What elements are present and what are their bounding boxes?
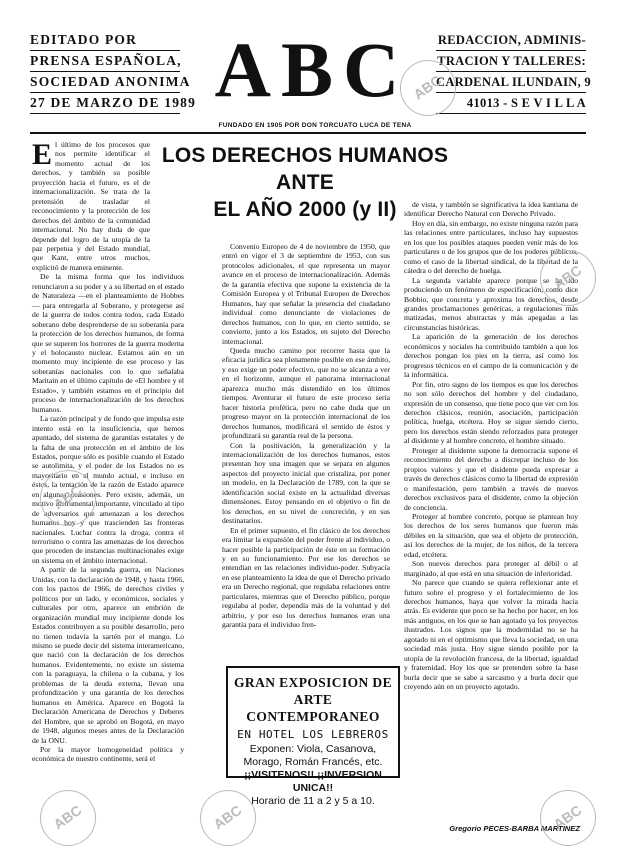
- headline-line-1: LOS DERECHOS HUMANOS ANTE: [161, 144, 449, 194]
- newspaper-logo: ABC: [214, 26, 410, 113]
- article-column-2: [222, 242, 390, 630]
- paragraph: Proteger al disidente supone la democracia supone el reconocimiento del derecho a discrepar incluso de los propios valores y que el disidente pueda expresar a través de derechos clásicos como la libertad de expresión o manifestación, pero también a través de nuevos derechos exclusivos para el disidente, como la objeción de conciencia.: [404, 445, 578, 512]
- abc-watermark-stamp: ABC: [29, 779, 107, 857]
- masthead-right-line: REDACCION, ADMINIS-: [436, 30, 586, 51]
- advert-title-1: GRAN EXPOSICION DE: [234, 675, 392, 690]
- masthead-right-line: TRACION Y TALLERES:: [436, 51, 586, 72]
- paragraph: de vista, y también se significativa la idea kantiana de identificar Derecho Natural con Derecho Privado.: [404, 200, 578, 219]
- paragraph: Proteger al hombre concreto, porque se plantean hoy los derechos de los seres humanos que fueron más débiles en la situación, que sea el objeto de protección, así los derechos de la mujer, de los niños, de la tercera edad, etcétera.: [404, 511, 578, 559]
- article-column-3: [404, 140, 578, 692]
- paragraph: La segunda variable aparece porque se ha ido produciendo un fenómeno de especificación, como dice Bobbio, que concreta y aproxima los derechos, desde grandes proclamaciones genéricas, a regulaciones más matizadas, menos abstractas y más apegadas a las circunstancias históricas.: [404, 275, 578, 332]
- headline-line-2: EL AÑO 2000 (y II): [213, 198, 397, 221]
- masthead-right: [436, 30, 591, 114]
- paragraph: Convenio Europeo de 4 de noviembre de 1950, que entró en vigor el 3 de septiembre de 1953, con sus protocolos adicionales, el que representa un mayor avance en el proceso de internacionalización. Además de la garantía efectiva que supone la existencia de la Comisión Europea y el Tribunal Europeo de Derechos Humanos, hay que señalar la presencia del ciudadano individual como denunciante de violaciones de derechos humanos, con lo que, en cierto sentido, se convierte, junto a los Estados, en sujeto del Derecho internacional.: [222, 242, 390, 346]
- paragraph: La aparición de la generación de los derechos económicos y sociales ha contribuido también a que los derechos pongan los pies en la tierra, así como los progresos técnicos en el campo de la comunicación y de la informática.: [404, 332, 578, 380]
- masthead-left: [30, 30, 197, 114]
- masthead-date: 27 DE MARZO DE 1989: [30, 93, 180, 114]
- advert-hours: Horario de 11 a 2 y 5 a 10.: [251, 795, 375, 807]
- abc-watermark-stamp: ABC: [389, 49, 467, 127]
- paragraph: En el primer supuesto, el fin clásico de los derechos era limitar la expansión del poder frente al individuo, o hacer posible la participación de éste en su formación y en su funcionamiento. Por ese los derechos se entendían en las relaciones individuo-poder. Subyacía en ese planteamiento la idea de que el Derecho privado era un Derecho regional, que regulaba relaciones entre particulares, mientras que el Derecho público, porque regulaba al poder, dependía más de la voluntad y del arbitrio, y por eso los derechos humanos eran una garantía para el individuo fren-: [222, 525, 390, 630]
- paragraph: Queda mucho camino por recorrer hasta que la eficacia jurídica sea plenamente posible en ese ámbito, y eso exige un poder efectivo, que no se alcanza a ver en el horizonte, aunque el panorama internacional aparezca mucho más distendido en los últimos tiempos. Aventurar el futuro de este proceso sería hacer historia profética, pero no cabe duda que un progreso mayor en la protección internacional de los derechos humanos, modificará el sentido de éstos y profundizará su garantía real de la persona.: [222, 345, 390, 441]
- advert-slogan: ¡¡VISITENOS!! ¡¡INVERSION UNICA!!: [244, 769, 382, 794]
- paragraph: Son nuevos derechos para proteger al débil o al marginado, al que está en una situación de inferioridad.: [404, 559, 578, 578]
- masthead-left-line: SOCIEDAD ANONIMA: [30, 72, 180, 93]
- founded-line: FUNDADO EN 1905 POR DON TORCUATO LUCA DE TENA: [218, 122, 412, 129]
- paragraph: La razón principal y de fondo que impulsa este intento está en la insuficiencia, que hemos apuntado, del sistema de garantías estatales y de la falta de una protección en el ámbito de los Estados, porque sólo es posible cuando el Estado se autolimita, y el poder de los Estados no es mayoritario en el mundo actual, e incluso en éstos, la tentación de la razón de Estado aparece en algunas ocasiones. Pero existe, además, un motivo instrumental importante, vinculado al tipo de adversarios que amenazan a los derechos humanos hoy y que trascienden las fronteras nacionales. Luchar contra la droga, contra el terrorismo o contra las amenazas de los derechos que proceden de instancias multinacionales exige un sistema en el ámbito internacional.: [32, 414, 184, 565]
- drop-cap: E: [32, 138, 53, 171]
- masthead-right-line: CARDENAL ILUNDAIN, 9: [436, 72, 586, 93]
- author-signature: Gregorio PECES-BARBA MARTINEZ: [449, 824, 580, 833]
- advert-venue: EN HOTEL LOS LEBREROS: [237, 728, 389, 741]
- paragraph: Por la mayor homogeneidad política y económica de nuestro continente, será el: [32, 745, 184, 764]
- exhibition-advert: [226, 666, 400, 807]
- paragraph: l último de los procesos que nos permite identificar el momento actual de los derechos, y también su posible proyección hacia el futuro, es el de internacionalización. Se trata de la pretensión de trasladar el reconocimiento y la protección de los derechos del ámbito de la comunidad internacional. No hay duda de que depende del logro de la utopía de la paz perpetua y del Estado mundial, que Kant, entre otros muchos, explicitó de manera eminente.: [32, 140, 150, 272]
- paragraph: Con la positivación, la generalización y la internacionalización de los derechos humanos, estos presentan hoy una imagen que se separa en algunos aspectos del proyecto inicial que cristaliza, por poner un modelo, en la Declaración de 1789, con la que se identificación social existe en la actualidad diversas dimensiones. Estoy pensando en el objetivo o fin de los derechos, en su nivel de concreción, y en sus destinatarios.: [222, 440, 390, 526]
- paragraph: A partir de la segunda guerra, en Naciones Unidas, con la declaración de 1948, y hasta 1966, con los pactos de 1966, de derechos civiles y políticos por un lado, y económicos, sociales y culturales por otro, aparece un embrión de organización mundial muy incipiente donde los Estados contribuyen a su posible desarrollo, pero no tienen todavía la sartén por el mango. Lo mismo se puede decir del sistema interamericano, que nació con la declaración de los derechos humanos. Evidentemente, no existe un sistema con la paraguaya, la chilena o la cubana, y los problemas de la deuda externa, llevan una profundización y una garantía de los derechos humanos en América. Aparece en Bogotá la Declaración Americana de Derechos y Deberes del Hombre, que se aprobó en Bogotá, en mayo de 1948, algunos meses antes de la Declaración de la ONU.: [32, 565, 184, 745]
- masthead: [30, 26, 591, 129]
- masthead-left-line: PRENSA ESPAÑOLA,: [30, 51, 180, 72]
- abc-watermark-stamp: ABC: [189, 779, 267, 857]
- advert-artists: Exponen: Viola, Casanova,: [249, 743, 377, 755]
- paragraph: No parece que cuando se quiera reflexionar ante el futuro sobre el progreso y el fortalecimiento de los derechos humanos, haya que volver la mirada hacia atrás. Es evidente que poco se ha hecho por hacer, en los más antiguos, en los que se han agotado ya los proyectos ilustrados. Los signos que la modernidad no se ha agotado ni en el optimismo que lleva la sociedad, en una sociedad más justa. Hoy sigue siendo posible por la utopía de la revolución francesa, de la libertad, igualdad y fraternidad. Hoy los que se pretenden sobre la base burla decir que se sabe a sarcasmo y a burla decir que creyendo aún en un proyecto agotado.: [404, 578, 578, 692]
- article-column-1: [32, 140, 184, 764]
- abc-watermark-stamp: ABC: [529, 779, 607, 857]
- advert-title-2: ARTE CONTEMPORANEO: [246, 692, 380, 724]
- masthead-rule: [30, 132, 586, 134]
- paragraph: Por fin, otro signo de los tiempos es que los derechos no son sólo derechos del hombre y del ciudadano, expresión de un consenso, que tiene poco que ver con los derechos clásicos, reunión, asociación, participación política, huelga, etcétera. Hoy se sigue siendo cierto, pero los derechos están siendo reforzados para proteger al disidente y al hombre concreto, el hombre situado.: [404, 379, 578, 446]
- abc-watermark-stamp: ABC: [529, 239, 607, 317]
- paragraph: Hoy en día, sin embargo, no existe ninguna razón para las relaciones entre particulares, incluso hay supuestos en los que los posibles ataques pueden venir más de los particulares o de los grupos que de los poderes públicos, como el caso de la libertad sindical, de la libertad de la cátedra o del derecho de huelga.: [404, 218, 578, 276]
- paragraph: De la misma forma que los individuos renunciaron a su poder y a su libertad en el estado de Naturaleza —en el planteamiento de Hobbes— para entregarla al Soberano, y protegerse así de la guerra de todos contra todos, cada Estado soberano debe desprenderse de su soberanía para la protección de los derechos humanos, de forma que se superen los horrores de la guerra moderna y el holocausto nuclear. Estamos aún en un momento muy incipiente de ese proceso y las soberanías nacionales con lo que señalaba Maritain en el último capítulo de «El hombre y el Estado», y también estamos en el principio del proceso de internacionalización de los derechos humanos.: [32, 272, 184, 414]
- advert-artists-2: Morago, Román Francés, etc.: [243, 756, 383, 768]
- masthead-left-line: EDITADO POR: [30, 30, 180, 51]
- masthead-right-line: 41013 - S E V I L L A: [436, 93, 586, 114]
- abc-watermark-stamp: ABC: [29, 459, 107, 537]
